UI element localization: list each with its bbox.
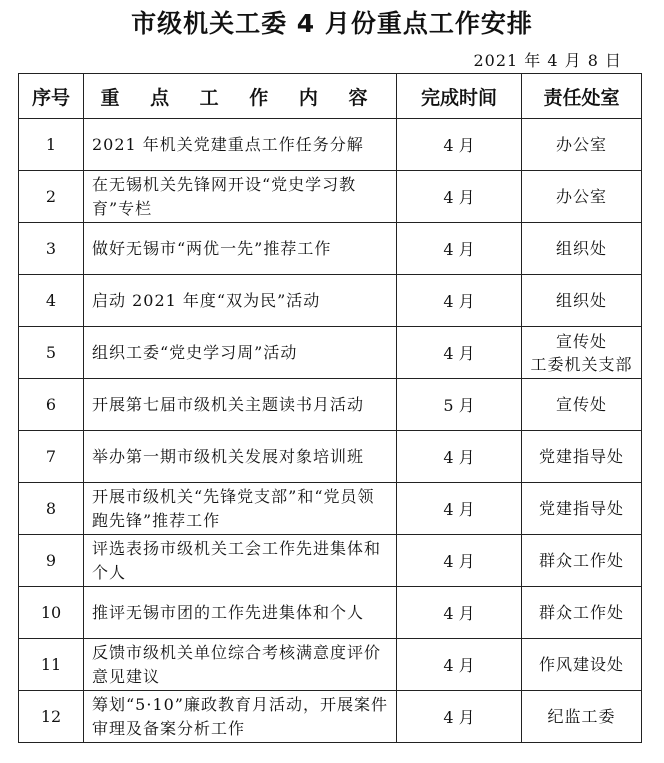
header-content: 重 点 工 作 内 容 <box>84 74 397 119</box>
row-number: 8 <box>19 483 84 535</box>
row-content: 反馈市级机关单位综合考核满意度评价意见建议 <box>84 639 397 691</box>
row-responsible-dept: 党建指导处 <box>522 431 642 483</box>
row-completion-time: 4 月 <box>397 587 522 639</box>
row-completion-time: 4 月 <box>397 691 522 743</box>
row-responsible-dept: 组织处 <box>522 275 642 327</box>
row-content: 筹划“5·10”廉政教育月活动，开展案件审理及备案分析工作 <box>84 691 397 743</box>
table-row <box>19 587 642 639</box>
row-content: 开展市级机关“先锋党支部”和“党员领跑先锋”推荐工作 <box>84 483 397 535</box>
row-number: 9 <box>19 535 84 587</box>
table-row <box>19 691 642 743</box>
row-completion-time: 4 月 <box>397 327 522 379</box>
row-responsible-dept: 群众工作处 <box>522 587 642 639</box>
row-content: 组织工委“党史学习周”活动 <box>84 327 397 379</box>
row-number: 12 <box>19 691 84 743</box>
row-content: 推评无锡市团的工作先进集体和个人 <box>84 587 397 639</box>
row-content: 举办第一期市级机关发展对象培训班 <box>84 431 397 483</box>
row-completion-time: 4 月 <box>397 639 522 691</box>
table-row <box>19 171 642 223</box>
row-number: 6 <box>19 379 84 431</box>
table-row <box>19 379 642 431</box>
row-content: 启动 2021 年度“双为民”活动 <box>84 275 397 327</box>
row-responsible-dept: 宣传处 工委机关支部 <box>522 327 642 379</box>
row-number: 11 <box>19 639 84 691</box>
row-responsible-dept: 宣传处 <box>522 379 642 431</box>
row-number: 1 <box>19 119 84 171</box>
page-title: 市级机关工委 4 月份重点工作安排 <box>131 9 533 38</box>
row-number: 4 <box>19 275 84 327</box>
document-date: 2021 年 4 月 8 日 <box>473 51 622 70</box>
work-schedule-table <box>18 73 642 743</box>
row-completion-time: 4 月 <box>397 223 522 275</box>
table-row <box>19 327 642 379</box>
table-row <box>19 639 642 691</box>
row-completion-time: 4 月 <box>397 535 522 587</box>
row-responsible-dept: 办公室 <box>522 119 642 171</box>
row-content: 开展第七届市级机关主题读书月活动 <box>84 379 397 431</box>
row-content: 评选表扬市级机关工会工作先进集体和个人 <box>84 535 397 587</box>
table-row <box>19 119 642 171</box>
row-responsible-dept: 群众工作处 <box>522 535 642 587</box>
row-completion-time: 4 月 <box>397 171 522 223</box>
row-completion-time: 4 月 <box>397 483 522 535</box>
row-number: 10 <box>19 587 84 639</box>
row-responsible-dept: 组织处 <box>522 223 642 275</box>
row-completion-time: 4 月 <box>397 275 522 327</box>
header-number: 序号 <box>19 74 84 119</box>
row-completion-time: 4 月 <box>397 119 522 171</box>
row-content: 在无锡机关先锋网开设“党史学习教育”专栏 <box>84 171 397 223</box>
row-completion-time: 4 月 <box>397 431 522 483</box>
table-row <box>19 483 642 535</box>
row-number: 7 <box>19 431 84 483</box>
row-completion-time: 5 月 <box>397 379 522 431</box>
row-content: 做好无锡市“两优一先”推荐工作 <box>84 223 397 275</box>
table-row <box>19 223 642 275</box>
table-header-row <box>19 74 642 119</box>
table-row <box>19 275 642 327</box>
row-responsible-dept: 办公室 <box>522 171 642 223</box>
header-responsible-dept: 责任处室 <box>522 74 642 119</box>
row-responsible-dept: 作风建设处 <box>522 639 642 691</box>
header-completion-time: 完成时间 <box>397 74 522 119</box>
row-responsible-dept: 党建指导处 <box>522 483 642 535</box>
row-responsible-dept: 纪监工委 <box>522 691 642 743</box>
row-number: 2 <box>19 171 84 223</box>
table-row <box>19 535 642 587</box>
row-content: 2021 年机关党建重点工作任务分解 <box>84 119 397 171</box>
row-number: 3 <box>19 223 84 275</box>
row-number: 5 <box>19 327 84 379</box>
table-row <box>19 431 642 483</box>
